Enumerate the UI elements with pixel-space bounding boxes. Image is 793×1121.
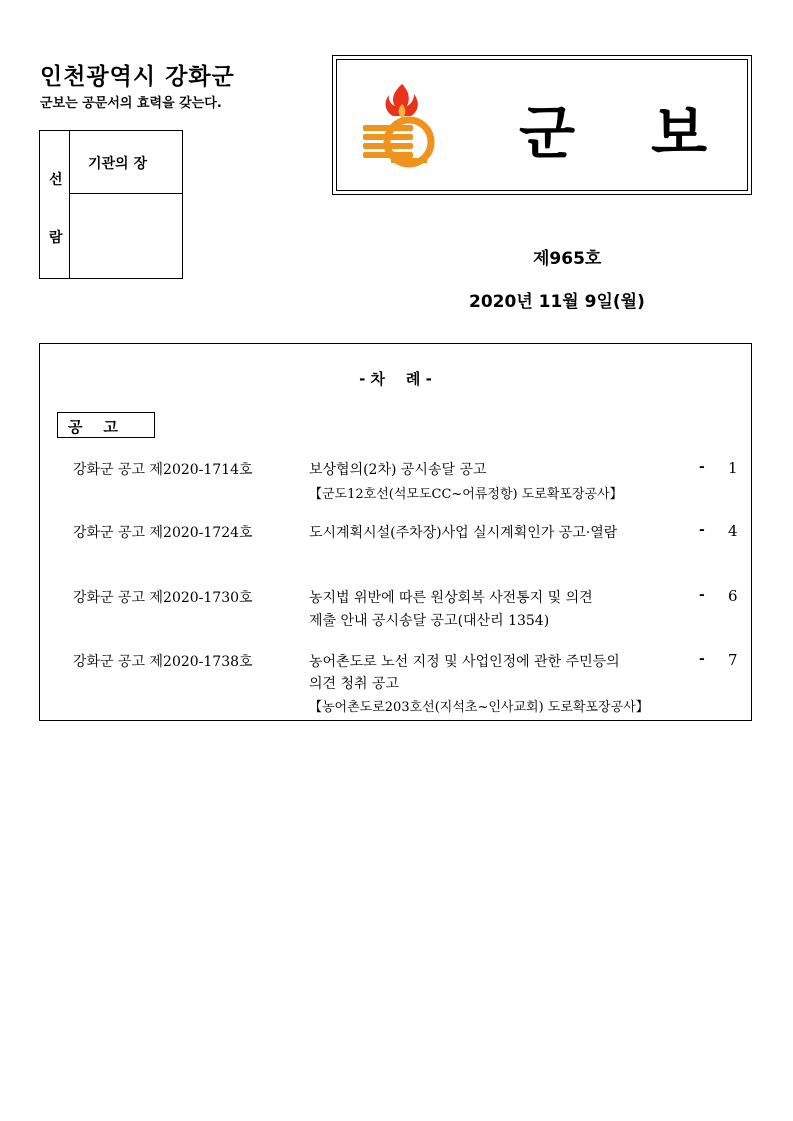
section-label-box xyxy=(57,412,155,438)
section-label: 공 고 xyxy=(68,418,118,436)
entry-number: 강화군 공고 제2020-1724호 xyxy=(73,525,253,541)
entry-number: 강화군 공고 제2020-1714호 xyxy=(73,462,253,478)
issue-number: 제965호 xyxy=(533,249,602,269)
entry-leader: - xyxy=(699,651,705,667)
entry-number: 강화군 공고 제2020-1730호 xyxy=(73,590,253,606)
issue-date: 2020년 11월 9일(월) xyxy=(469,292,645,312)
approval-left-column xyxy=(40,131,70,278)
entry-page: 4 xyxy=(728,522,738,540)
masthead-char-2: 보 xyxy=(651,99,708,167)
masthead-char-1: 군 xyxy=(519,99,576,167)
entry-number: 강화군 공고 제2020-1738호 xyxy=(73,654,253,670)
entry-title-line-1: 농어촌도로 노선 지정 및 사업인정에 관한 주민등의 xyxy=(309,654,620,670)
gangwha-emblem-icon xyxy=(357,78,447,168)
entry-subtitle: 【군도12호선(석모도CC~어류정항) 도로확포장공사】 xyxy=(309,487,623,502)
masthead xyxy=(332,55,752,195)
entry-page: 7 xyxy=(728,651,738,669)
entry-leader: - xyxy=(699,587,705,603)
entry-title: 도시계획시설(주차장)사업 실시계획인가 공고·열람 xyxy=(309,525,618,541)
entry-title-line-2: 제출 안내 공시송달 공고(대산리 1354) xyxy=(309,613,550,629)
table-of-contents xyxy=(39,343,752,721)
entry-page: 6 xyxy=(728,587,738,605)
entry-title: 보상협의(2차) 공시송달 공고 xyxy=(309,462,487,478)
org-title: 인천광역시 강화군 xyxy=(40,64,235,90)
approval-box xyxy=(39,130,183,279)
entry-subtitle: 【농어촌도로203호선(지석초~인사교회) 도로확포장공사】 xyxy=(309,700,649,715)
entry-leader: - xyxy=(699,459,705,475)
approval-char-1: 선 xyxy=(49,172,63,188)
approval-head-label: 기관의 장 xyxy=(88,156,147,172)
entry-page: 1 xyxy=(728,459,738,477)
entry-leader: - xyxy=(699,522,705,538)
entry-title-line-2: 의견 청취 공고 xyxy=(309,676,400,692)
entry-title-line-1: 농지법 위반에 따른 원상회복 사전통지 및 의견 xyxy=(309,590,593,606)
approval-row-divider xyxy=(70,193,182,194)
toc-title: - 차 례 - xyxy=(359,370,432,388)
org-subtitle: 군보는 공문서의 효력을 갖는다. xyxy=(40,96,222,111)
approval-char-2: 람 xyxy=(49,230,63,246)
